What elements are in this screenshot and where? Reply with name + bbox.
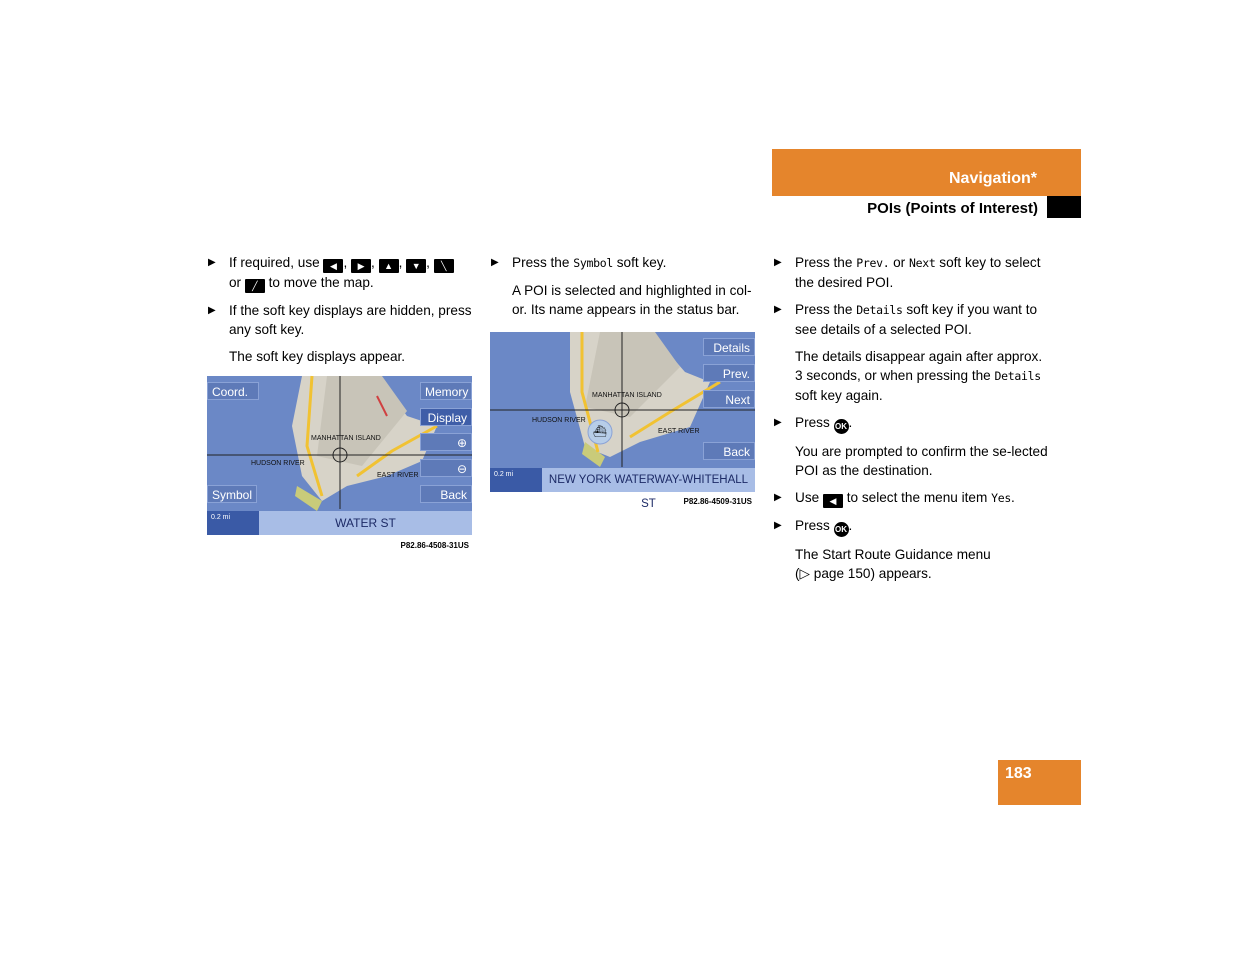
coord-softkey[interactable]: Coord. <box>207 382 259 400</box>
down-arrow-key-icon: ▼ <box>406 259 426 273</box>
zoom-in-icon: ⊕ <box>456 436 467 450</box>
softkey-name: Prev. <box>856 256 890 270</box>
bullet-icon: ▶ <box>774 304 782 315</box>
diagonal-up-key-icon: ╱ <box>245 279 265 293</box>
column-1 <box>207 253 477 374</box>
bullet-icon: ▶ <box>491 257 499 268</box>
zoom-out-icon: ⊖ <box>456 462 467 476</box>
symbol-softkey[interactable]: Symbol <box>207 485 257 503</box>
scale-indicator: 0.2 mi <box>207 511 259 535</box>
diagonal-down-key-icon: ╲ <box>434 259 454 273</box>
column-2 <box>490 253 760 327</box>
page-number-box <box>998 760 1081 805</box>
map-label-east: EAST RIVER <box>377 472 419 479</box>
subsection-title: POIs (Points of Interest) <box>867 200 1038 217</box>
map-label-hudson: HUDSON RIVER <box>251 460 305 467</box>
step: ▶ Press OK . <box>773 516 1048 537</box>
display-softkey[interactable]: Display <box>420 408 472 426</box>
status-bar: WATER ST <box>259 511 472 535</box>
back-softkey[interactable]: Back <box>420 485 472 503</box>
step: ▶ Press the Symbol soft key. <box>491 255 667 270</box>
bullet-icon: ▶ <box>774 417 782 428</box>
map-screenshot-1 <box>207 376 472 535</box>
softkey-name: Symbol <box>573 256 613 270</box>
scale-indicator: 0.2 mi <box>490 468 542 492</box>
back-softkey[interactable]: Back <box>703 442 755 460</box>
column-3 <box>773 253 1048 591</box>
figure-caption: P82.86-4508-31US <box>400 541 469 550</box>
up-arrow-key-icon: ▲ <box>379 259 399 273</box>
softkey-name: Details <box>856 303 903 317</box>
menu-item-name: Yes <box>991 491 1011 505</box>
result-note: You are prompted to confirm the se-lected POI as the destination. <box>795 444 1048 478</box>
result-note: The soft key displays appear. <box>229 349 406 364</box>
left-arrow-key-icon: ◀ <box>823 494 843 508</box>
map-label-east: EAST RIVER <box>658 428 700 435</box>
result-note: The Start Route Guidance menu (▷ page 150) appears. <box>795 547 991 581</box>
map-label-manhattan: MANHATTAN ISLAND <box>311 435 381 442</box>
right-arrow-key-icon: ▶ <box>351 259 371 273</box>
step: ▶ Press the Prev. or Next soft key to select the desired POI. <box>774 255 1041 290</box>
step: ▶ If the soft key displays are hidden, press any soft key. <box>208 303 472 337</box>
figure-caption: P82.86-4509-31US <box>683 497 752 506</box>
page-number: 183 <box>1005 765 1032 782</box>
ok-button-icon: OK <box>834 522 849 537</box>
result-note: A POI is selected and highlighted in col-or. Its name appears in the status bar. <box>512 283 752 317</box>
zoom-out-softkey[interactable] <box>420 459 472 477</box>
ferry-poi-icon: ⛴ <box>593 426 607 438</box>
bullet-icon: ▶ <box>208 257 216 268</box>
step: ▶ Use ◀ to select the menu item Yes. <box>774 490 1015 506</box>
result-note: The details disappear again after approx. 3 seconds, or when pressing the Details soft key again. <box>795 349 1043 403</box>
status-bar: NEW YORK WATERWAY-WHITEHALL ST <box>542 468 755 492</box>
details-softkey[interactable]: Details <box>703 338 755 356</box>
step: ▶ If required, use ◀ , ▶ , ▲ , ▼ , ╲ or ╱ to move the map. <box>207 253 477 293</box>
left-arrow-key-icon: ◀ <box>323 259 343 273</box>
map-label-manhattan: MANHATTAN ISLAND <box>592 392 662 399</box>
subsection-marker <box>1047 196 1081 218</box>
softkey-name: Next <box>908 256 936 270</box>
bullet-icon: ▶ <box>208 305 216 316</box>
softkey-name: Details <box>994 369 1041 383</box>
section-header-bar <box>772 149 1081 196</box>
map-label-hudson: HUDSON RIVER <box>532 417 586 424</box>
memory-softkey[interactable]: Memory <box>420 382 472 400</box>
ok-button-icon: OK <box>834 419 849 434</box>
bullet-icon: ▶ <box>774 492 782 503</box>
zoom-in-softkey[interactable] <box>420 433 472 451</box>
step: ▶ Press the Details soft key if you want to see details of a selected POI. <box>774 302 1038 337</box>
section-title: Navigation* <box>948 170 1037 187</box>
bullet-icon: ▶ <box>774 520 782 531</box>
next-softkey[interactable]: Next <box>703 390 755 408</box>
step: ▶ Press OK . <box>773 413 1048 434</box>
prev-softkey[interactable]: Prev. <box>703 364 755 382</box>
bullet-icon: ▶ <box>774 257 782 268</box>
